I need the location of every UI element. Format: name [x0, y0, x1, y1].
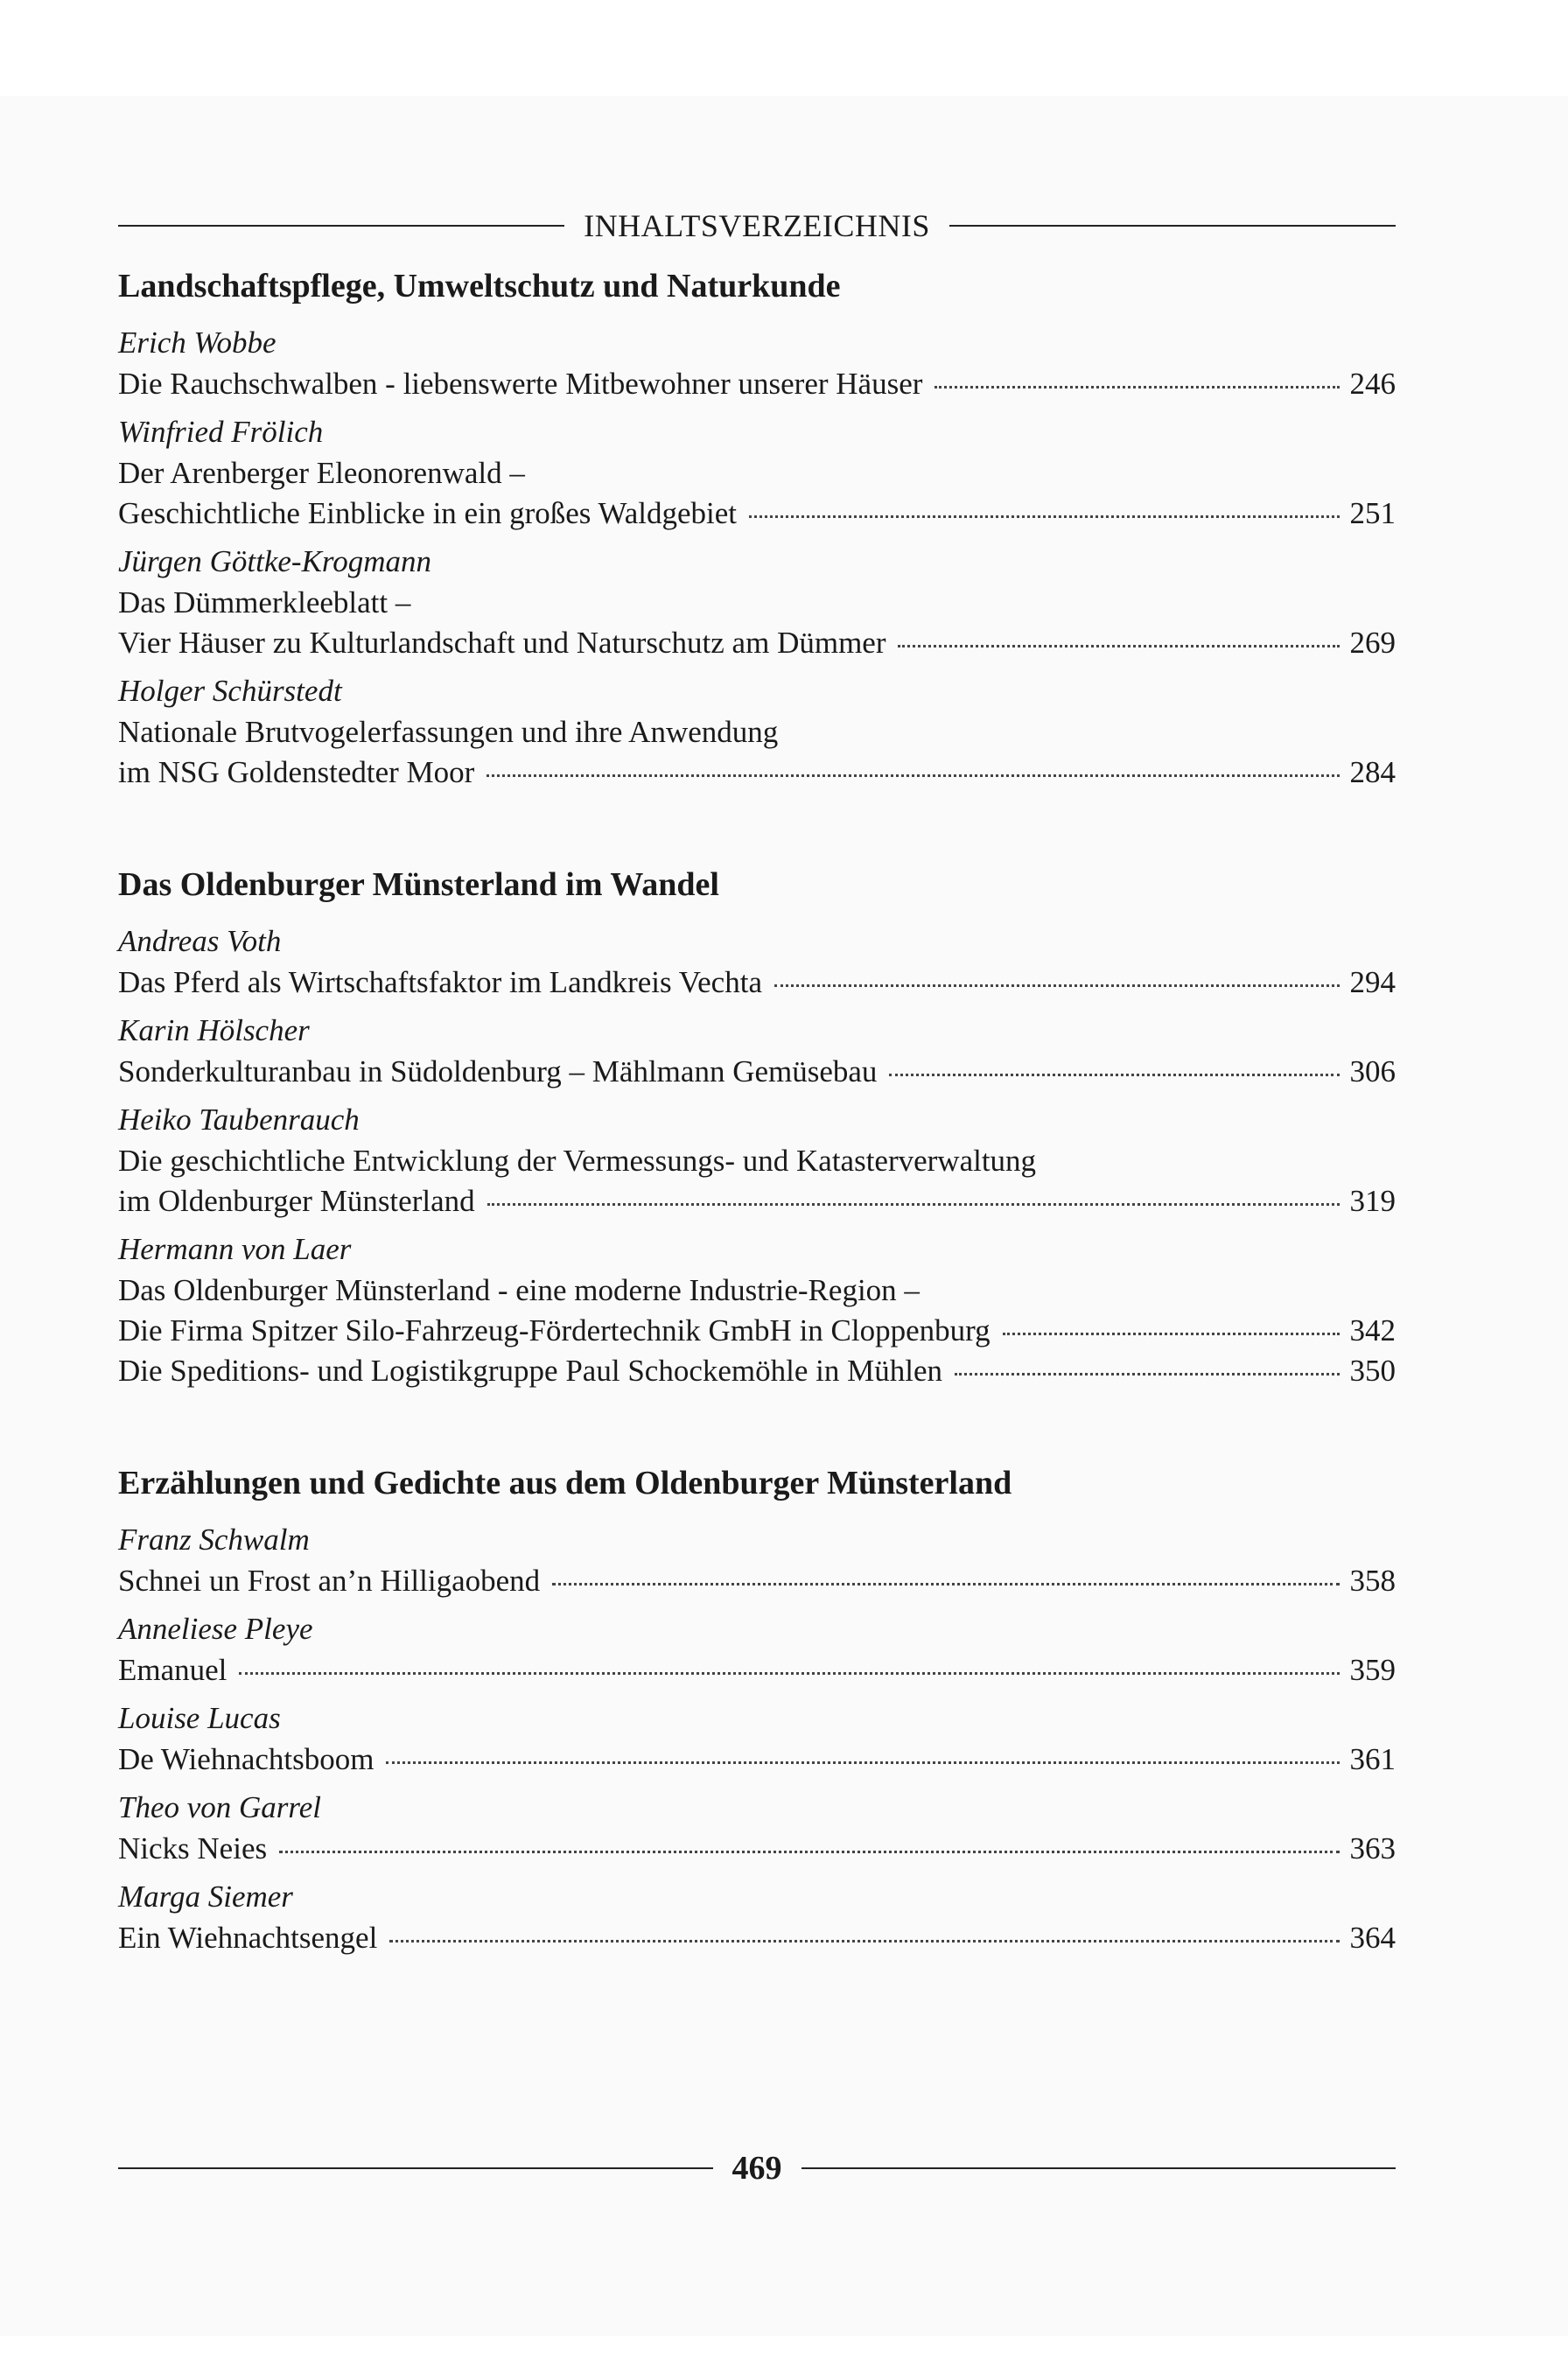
entry-page-number: 342 — [1349, 1313, 1396, 1348]
entry-title: Emanuel — [118, 1653, 228, 1687]
dot-leader — [389, 1940, 1340, 1942]
entry-author: Winfried Frölich — [118, 415, 324, 449]
entry-title-line — [118, 1270, 1396, 1311]
toc-entry — [118, 1010, 1396, 1092]
entry-page-number: 358 — [1349, 1564, 1396, 1598]
page-footer — [118, 2142, 1396, 2194]
toc-entry — [118, 1228, 1396, 1391]
entry-title: Vier Häuser zu Kulturlandschaft und Naturschutz am Dümmer — [118, 626, 886, 660]
toc-entry — [118, 1608, 1396, 1690]
entry-page-number: 359 — [1349, 1653, 1396, 1687]
entry-title: Schnei un Frost an’n Hilligaobend — [118, 1564, 541, 1598]
dot-leader — [552, 1583, 1340, 1586]
entry-title: im Oldenburger Münsterland — [118, 1184, 475, 1218]
entry-title: Das Pferd als Wirtschaftsfaktor im Landkreis Vechta — [118, 965, 762, 999]
entry-page-number: 319 — [1349, 1184, 1396, 1218]
entry-author: Hermann von Laer — [118, 1232, 352, 1266]
toc-entry — [118, 670, 1396, 793]
entry-title: Geschichtliche Einblicke in ein großes Waldgebiet — [118, 496, 738, 530]
toc-entry — [118, 541, 1396, 663]
toc-entry — [118, 1099, 1396, 1222]
entry-author: Andreas Voth — [118, 924, 282, 958]
entry-title-line — [118, 494, 1396, 534]
entry-title-line — [118, 364, 1396, 404]
entry-title: Ein Wiehnachtsengel — [118, 1921, 378, 1955]
entry-title-line — [118, 1650, 1396, 1690]
entry-title: im NSG Goldenstedter Moor — [118, 755, 475, 789]
entry-title-line — [118, 1351, 1396, 1391]
entry-title-line — [118, 1561, 1396, 1601]
header-title: INHALTSVERZEICHNIS — [584, 208, 930, 243]
entry-title-line — [118, 962, 1396, 1003]
table-of-contents — [118, 254, 1396, 2026]
entry-title: Die Speditions- und Logistikgruppe Paul Schockemöhle in Mühlen — [118, 1354, 942, 1388]
entry-title: Sonderkulturanbau in Südoldenburg – Mählmann Gemüsebau — [118, 1054, 878, 1088]
dot-leader — [486, 774, 1340, 777]
section-title: Landschaftspflege, Umweltschutz und Naturkunde — [118, 268, 841, 304]
dot-leader — [774, 984, 1340, 987]
footer-rule-right — [802, 2167, 1396, 2169]
header-rule-left — [118, 225, 564, 227]
section-title: Das Oldenburger Münsterland im Wandel — [118, 866, 719, 903]
entry-page-number: 251 — [1349, 496, 1396, 530]
entry-author: Holger Schürstedt — [118, 674, 342, 708]
dot-leader — [934, 386, 1340, 388]
entry-title: Das Oldenburger Münsterland - eine moderne Industrie-Region – — [118, 1273, 920, 1307]
dot-leader — [386, 1761, 1340, 1764]
entry-title: Die geschichtliche Entwicklung der Vermessungs- und Katasterverwaltung — [118, 1144, 1037, 1178]
toc-entry — [118, 920, 1396, 1003]
dot-leader — [487, 1203, 1340, 1206]
entry-title: Nationale Brutvogelerfassungen und ihre Anwendung — [118, 715, 779, 749]
dot-leader — [955, 1373, 1340, 1376]
entry-title-line — [118, 752, 1396, 793]
entry-page-number: 306 — [1349, 1054, 1396, 1088]
entry-title-line — [118, 1918, 1396, 1958]
entry-title-line — [118, 1740, 1396, 1780]
entry-title: Die Rauchschwalben - liebenswerte Mitbewohner unserer Häuser — [118, 367, 923, 401]
page-number: 469 — [732, 2150, 782, 2187]
entry-page-number: 284 — [1349, 755, 1396, 789]
entry-title: Das Dümmerkleeblatt – — [118, 585, 411, 620]
toc-section — [118, 861, 1396, 1391]
entry-author: Marga Siemer — [118, 1880, 293, 1914]
entry-author: Louise Lucas — [118, 1701, 281, 1735]
entry-title-line — [118, 623, 1396, 663]
entry-title: Der Arenberger Eleonorenwald – — [118, 456, 525, 490]
entry-page-number: 294 — [1349, 965, 1396, 999]
header-rule-right — [949, 225, 1396, 227]
entry-page-number: 363 — [1349, 1831, 1396, 1866]
toc-entry — [118, 1698, 1396, 1780]
toc-entry — [118, 411, 1396, 534]
entry-author: Theo von Garrel — [118, 1790, 322, 1824]
toc-section — [118, 262, 1396, 793]
entry-author: Erich Wobbe — [118, 326, 276, 360]
entry-title: De Wiehnachtsboom — [118, 1742, 374, 1776]
toc-entry — [118, 1876, 1396, 1958]
dot-leader — [889, 1074, 1340, 1076]
entry-title-line — [118, 583, 1396, 623]
entry-title: Nicks Neies — [118, 1831, 268, 1866]
entry-title-line — [118, 712, 1396, 752]
entry-title-line — [118, 453, 1396, 494]
entry-author: Jürgen Göttke-Krogmann — [118, 544, 432, 578]
entry-author: Anneliese Pleye — [118, 1612, 313, 1646]
section-title: Erzählungen und Gedichte aus dem Oldenburger Münsterland — [118, 1465, 1012, 1502]
dot-leader — [749, 515, 1340, 518]
entry-title-line — [118, 1311, 1396, 1351]
toc-entry — [118, 322, 1396, 404]
entry-page-number: 350 — [1349, 1354, 1396, 1388]
entry-page-number: 246 — [1349, 367, 1396, 401]
entry-title-line — [118, 1829, 1396, 1869]
entry-title-line — [118, 1141, 1396, 1181]
entry-title-line — [118, 1052, 1396, 1092]
dot-leader — [1003, 1333, 1340, 1335]
entry-page-number: 364 — [1349, 1921, 1396, 1955]
entry-author: Franz Schwalm — [118, 1522, 310, 1557]
entry-author: Karin Hölscher — [118, 1013, 310, 1047]
page-header — [118, 200, 1396, 252]
entry-page-number: 269 — [1349, 626, 1396, 660]
toc-entry — [118, 1519, 1396, 1601]
entry-title: Die Firma Spitzer Silo-Fahrzeug-Fördertechnik GmbH in Cloppenburg — [118, 1313, 990, 1348]
dot-leader — [239, 1672, 1340, 1675]
entry-page-number: 361 — [1349, 1742, 1396, 1776]
entry-title-line — [118, 1181, 1396, 1222]
toc-section — [118, 1460, 1396, 1958]
dot-leader — [898, 645, 1340, 648]
footer-rule-left — [118, 2167, 713, 2169]
toc-entry — [118, 1787, 1396, 1869]
dot-leader — [279, 1851, 1340, 1853]
entry-author: Heiko Taubenrauch — [118, 1102, 360, 1137]
